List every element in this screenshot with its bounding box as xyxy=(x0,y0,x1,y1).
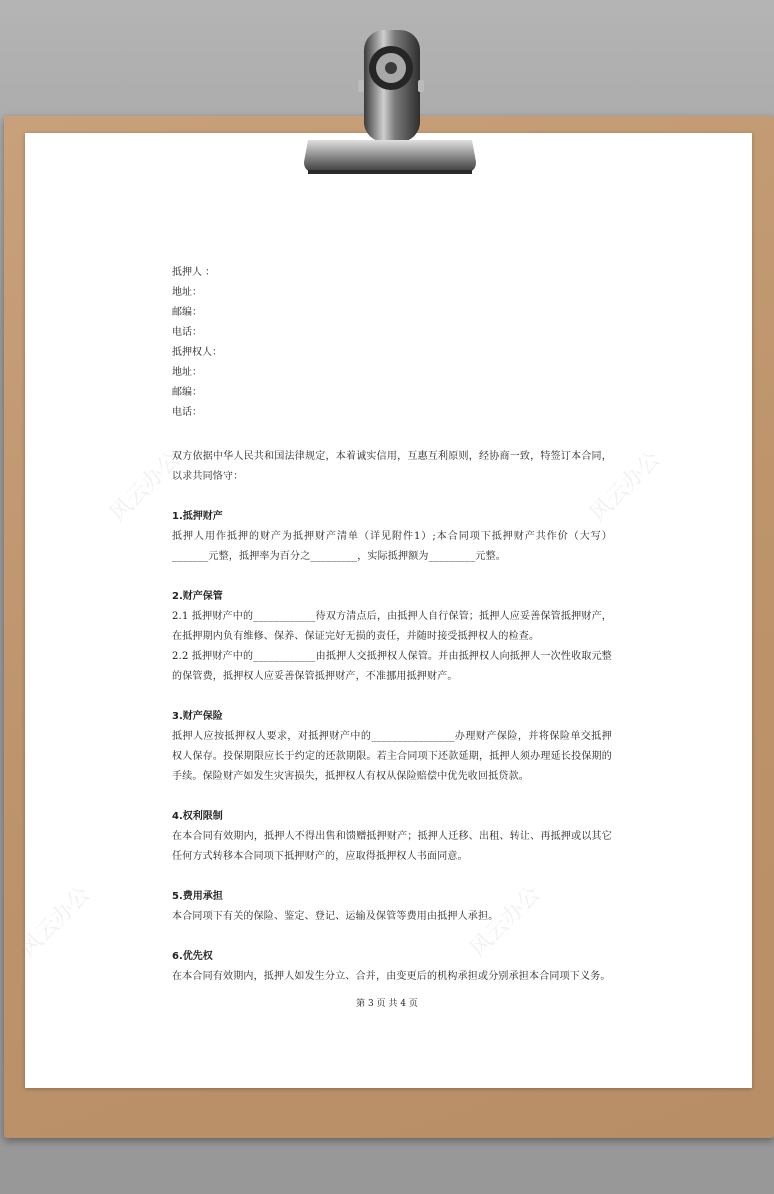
section-heading: 2.财产保管 xyxy=(172,591,223,602)
section-paragraph: 在本合同有效期内，抵押人不得出售和馈赠抵押财产；抵押人迁移、出租、转让、再抵押或以其它任何方式转移本合同项下抵押财产的，应取得抵押权人书面同意。 xyxy=(172,831,612,862)
field-phone: 电话： xyxy=(172,407,202,418)
field-postcode: 邮编： xyxy=(172,387,202,398)
section-paragraph: 本合同项下有关的保险、鉴定、登记、运输及保管等费用由抵押人承担。 xyxy=(172,911,499,922)
section-paragraph: 2.1 抵押财产中的____________待双方清点后，由抵押人自行保管；抵押人应妥善保管抵押财产，在抵押期内负有维修、保养、保证完好无损的责任，并随时接受抵押权人的检查。 xyxy=(172,611,612,642)
field-phone: 电话： xyxy=(172,327,202,338)
field-mortgagee: 抵押权人： xyxy=(172,347,222,358)
field-address: 地址： xyxy=(172,287,202,298)
section-heading: 1.抵押财产 xyxy=(172,511,223,522)
contract-document xyxy=(172,263,612,987)
field-address: 地址： xyxy=(172,367,202,378)
page-number: 第 3 页 共 4 页 xyxy=(356,999,418,1009)
section-paragraph: 抵押人应按抵押权人要求，对抵押财产中的________________办理财产保险，并将保险单交抵押权人保存。投保期限应长于约定的还款期限。若主合同项下还款延期，抵押人须办理延长投保期的手续。保险财产如发生灾害损失，抵押权人有权从保险赔偿中优先收回抵贷款。 xyxy=(172,731,612,782)
field-mortgagor: 抵押人 ： xyxy=(172,267,216,278)
intro-paragraph: 双方依据中华人民共和国法律规定，本着诚实信用，互惠互利原则，经协商一致，特签订本合同，以求共同恪守： xyxy=(172,451,612,482)
section-heading: 6.优先权 xyxy=(172,951,213,962)
section-heading: 5.费用承担 xyxy=(172,891,223,902)
binder-clip-icon xyxy=(300,22,480,182)
section-heading: 3.财产保险 xyxy=(172,711,223,722)
section-paragraph: 抵押人用作抵押的财产为抵押财产清单（详见附件1）;本合同项下抵押财产共作价（大写）_______元整，抵押率为百分之_________，实际抵押额为_________元整。 xyxy=(172,531,612,562)
section-paragraph: 在本合同有效期内，抵押人如发生分立、合并，由变更后的机构承担或分别承担本合同项下义务。 xyxy=(172,971,611,982)
section-heading: 4.权利限制 xyxy=(172,811,223,822)
section-paragraph: 2.2 抵押财产中的____________由抵押人交抵押权人保管。并由抵押权人向抵押人一次性收取元整的保管费，抵押权人应妥善保管抵押财产，不准挪用抵押财产。 xyxy=(172,651,612,682)
field-postcode: 邮编： xyxy=(172,307,202,318)
